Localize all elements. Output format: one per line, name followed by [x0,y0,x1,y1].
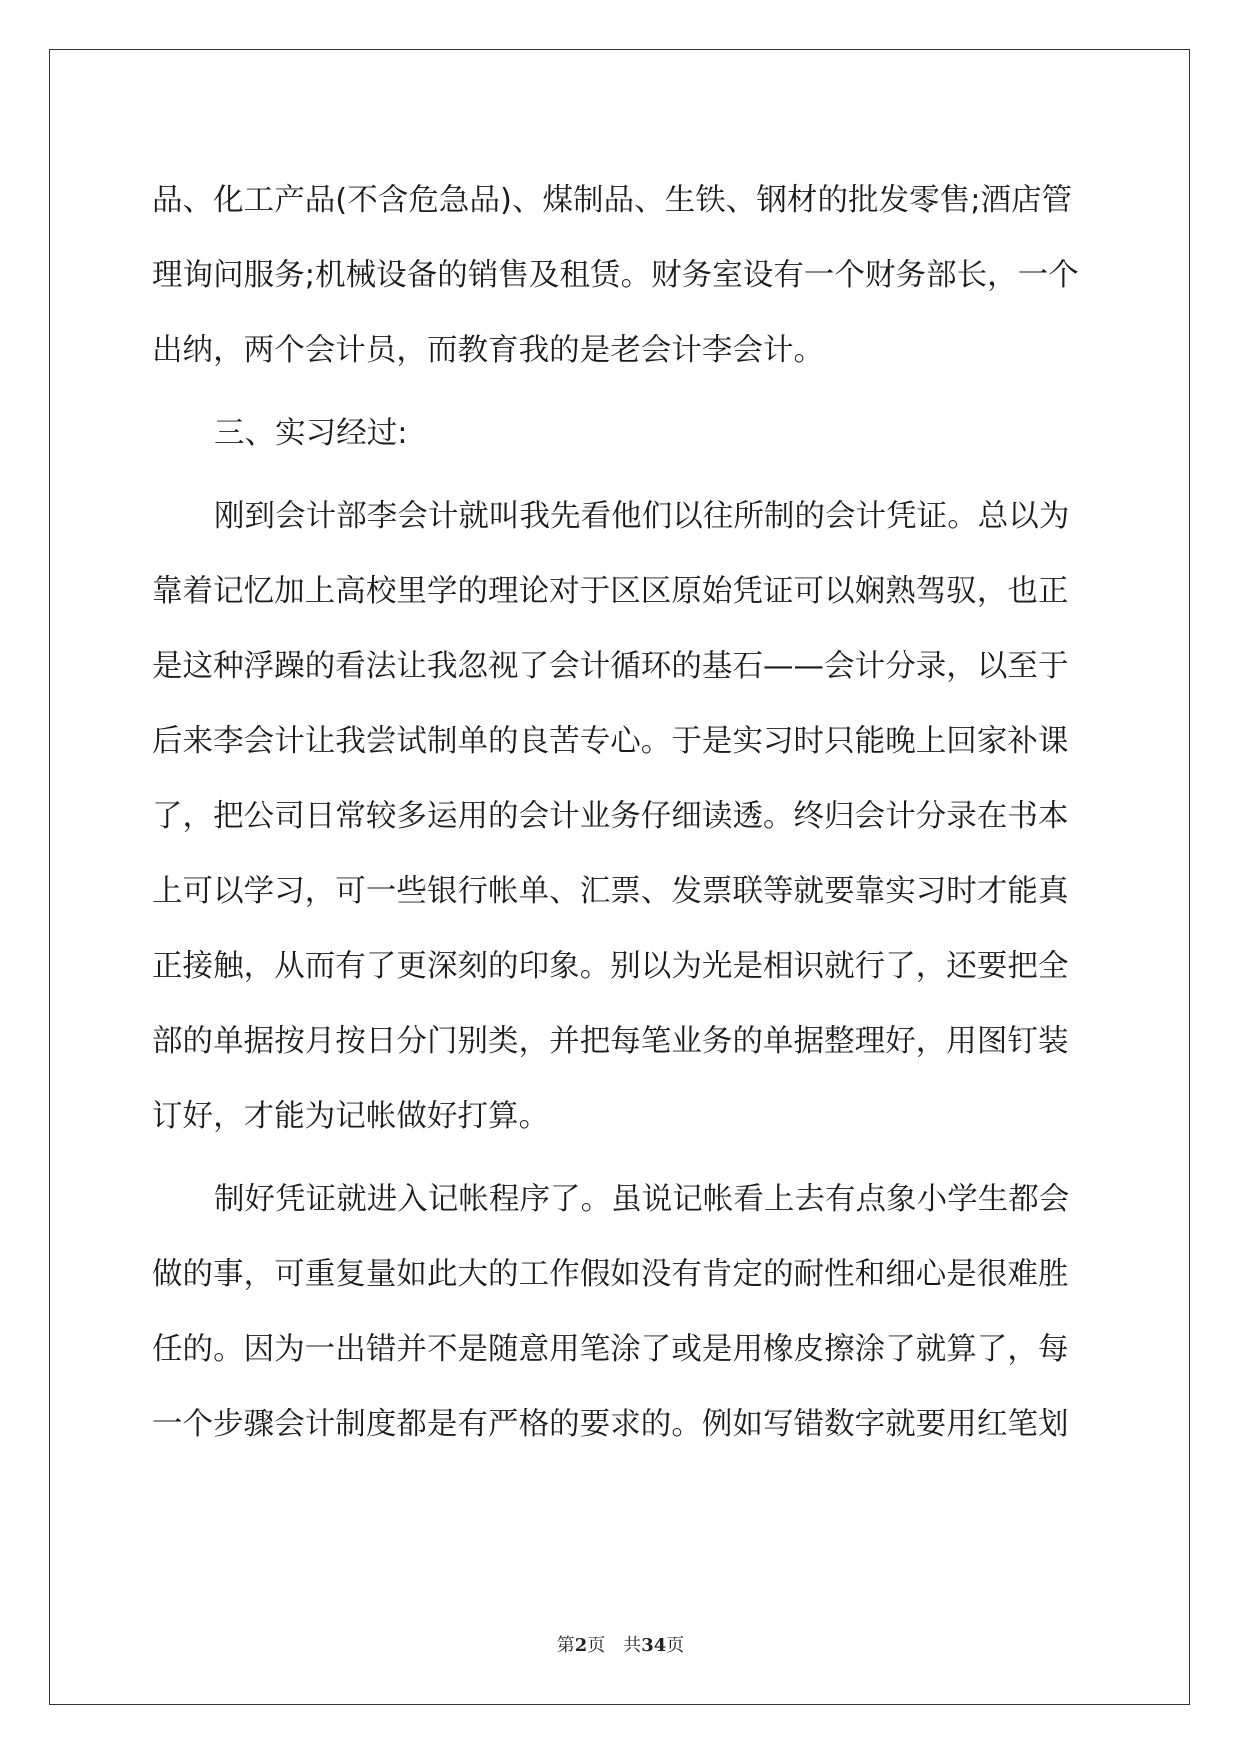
page-number: 2 [574,1635,588,1656]
text-line: 制好凭证就进入记帐程序了。虽说记帐看上去有点象小学生都会 [214,1182,1070,1217]
document-body [152,163,1089,1462]
footer-total-prefix: 共 [623,1635,642,1656]
text-line: 任的。因为一出错并不是随意用笔涂了或是用橡皮擦涂了就算了，每 [152,1332,1069,1367]
text-line: 是这种浮躁的看法让我忽视了会计循环的基石——会计分录，以至于 [152,649,1069,684]
total-pages: 34 [641,1635,667,1656]
footer-prefix: 第 [556,1635,575,1656]
text-line: 上可以学习，可一些银行帐单、汇票、发票联等就要靠实习时才能真 [152,874,1069,909]
text-line: 订好，才能为记帐做好打算。 [152,1099,550,1134]
text-line: 刚到会计部李会计就叫我先看他们以往所制的会计凭证。总以为 [214,499,1070,534]
text-line: 了，把公司日常较多运用的会计业务仔细读透。终归会计分录在书本 [152,799,1069,834]
footer-total-suffix: 页 [666,1635,685,1656]
text-line: 一个步骤会计制度都是有严格的要求的。例如写错数字就要用红笔划 [152,1407,1069,1442]
page-footer [0,1634,1241,1658]
text-line: 靠着记忆加上高校里学的理论对于区区原始凭证可以娴熟驾驭，也正 [152,574,1069,609]
footer-page-suffix: 页 [587,1635,606,1656]
text-line: 正接触，从而有了更深刻的印象。别以为光是相识就行了，还要把全 [152,949,1069,984]
text-line: 理询问服务;机械设备的销售及租赁。财务室设有一个财务部长，一个 [152,258,1079,293]
text-line: 做的事，可重复量如此大的工作假如没有肯定的耐性和细心是很难胜 [152,1257,1069,1292]
text-line: 后来李会计让我尝试制单的良苦专心。于是实习时只能晚上回家补课 [152,724,1069,759]
text-line: 品、化工产品(不含危急品)、煤制品、生铁、钢材的批发零售;酒店管 [152,183,1073,218]
text-line: 出纳，两个会计员，而教育我的是老会计李会计。 [152,333,825,368]
section-heading: 三、实习经过: [214,416,408,451]
text-line: 部的单据按月按日分门别类，并把每笔业务的单据整理好，用图钉装 [152,1024,1069,1059]
